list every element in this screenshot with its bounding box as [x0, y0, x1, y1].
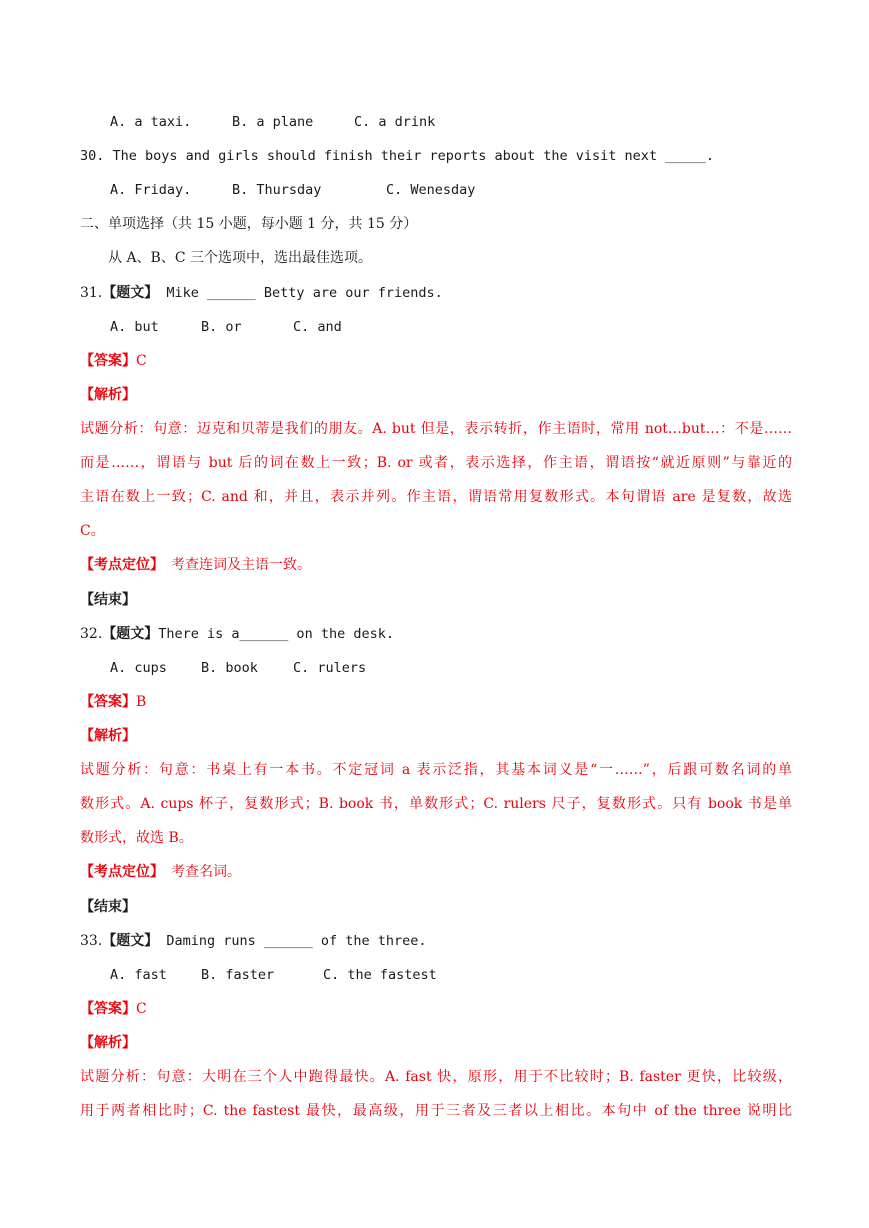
- q31-option-b: B. or: [201, 319, 242, 335]
- q31-number: 31.: [80, 285, 103, 301]
- q33-option-b: B. faster: [201, 967, 275, 983]
- q33-tag: 【题文】: [102, 933, 159, 949]
- q30-option-a: A. Friday.: [110, 182, 192, 198]
- q33-text: Daming runs ______ of the three.: [158, 933, 427, 949]
- q33-answer-value: C: [136, 1001, 147, 1017]
- q33-analysis-line-2: 用于两者相比时；C. the fastest 最快，最高级，用于三者及三者以上相比。本句中 of the three 说明比: [80, 1103, 792, 1119]
- q32-options: [110, 658, 822, 678]
- q30-option-b: B. Thursday: [232, 182, 322, 198]
- q31-answer: [80, 351, 792, 371]
- q32-end: 【结束】: [80, 899, 136, 915]
- q29-option-b: B. a plane: [232, 114, 314, 130]
- q31-question: [80, 283, 792, 303]
- q32-point: [80, 862, 792, 882]
- q30-options: [110, 180, 822, 200]
- q32-text: There is a______ on the desk.: [158, 626, 394, 642]
- q33-answer: [80, 999, 792, 1019]
- q33-answer-tag: 【答案】: [80, 1001, 136, 1017]
- q32-answer-value: B: [136, 694, 147, 710]
- section-heading: 二、单项选择（共 15 小题，每小题 1 分，共 15 分）: [80, 216, 418, 232]
- q31-analysis-line-4: C。: [80, 523, 105, 539]
- section-instruction: 从 A、B、C 三个选项中，选出最佳选项。: [108, 250, 373, 266]
- q32-answer-tag: 【答案】: [80, 694, 136, 710]
- q32-answer: [80, 692, 792, 712]
- q31-answer-tag: 【答案】: [80, 353, 136, 369]
- q33-option-c: C. the fastest: [323, 967, 437, 983]
- q33-options: [110, 965, 822, 985]
- q32-analysis-line-1: 试题分析：句意：书桌上有一本书。不定冠词 a 表示泛指，其基本词义是“一……”，后跟可数名词的单: [80, 762, 792, 778]
- q31-option-a: A. but: [110, 319, 159, 335]
- q33-number: 33.: [80, 933, 103, 949]
- q32-analysis-tag: 【解析】: [80, 728, 136, 744]
- q29-options: [110, 112, 822, 132]
- q32-point-tag: 【考点定位】: [80, 864, 164, 880]
- q31-analysis-line-2: 而是……，谓语与 but 后的词在数上一致；B. or 或者，表示选择，作主语，谓语按“就近原则”与靠近的: [80, 455, 792, 471]
- q31-point-text: 考查连词及主语一致。: [171, 557, 311, 573]
- q32-number: 32.: [80, 626, 103, 642]
- q33-question: [80, 931, 792, 951]
- q31-end: 【结束】: [80, 592, 136, 608]
- q31-analysis-line-3: 主语在数上一致；C. and 和，并且，表示并列。作主语，谓语常用复数形式。本句谓语 are 是复数，故选: [80, 489, 792, 505]
- q31-tag: 【题文】: [102, 285, 159, 301]
- q32-option-a: A. cups: [110, 660, 167, 676]
- q29-option-c: C. a drink: [354, 114, 436, 130]
- q32-analysis-line-2: 数形式。A. cups 杯子，复数形式；B. book 书，单数形式；C. rulers 尺子，复数形式。只有 book 书是单: [80, 796, 792, 812]
- q31-text: Mike ______ Betty are our friends.: [158, 285, 443, 301]
- q31-options: [110, 317, 822, 337]
- q33-analysis-tag: 【解析】: [80, 1035, 136, 1051]
- q31-option-c: C. and: [293, 319, 342, 335]
- q32-point-text: 考查名词。: [171, 864, 241, 880]
- q32-option-c: C. rulers: [293, 660, 367, 676]
- q32-option-b: B. book: [201, 660, 258, 676]
- q31-analysis-line-1: 试题分析：句意：迈克和贝蒂是我们的朋友。A. but 但是，表示转折，作主语时，常用 not…but…：不是……: [80, 421, 792, 437]
- q31-analysis-tag: 【解析】: [80, 387, 136, 403]
- q32-tag: 【题文】: [102, 626, 159, 642]
- q31-answer-value: C: [136, 353, 147, 369]
- q32-question: [80, 624, 792, 644]
- q33-option-a: A. fast: [110, 967, 167, 983]
- q33-analysis-line-1: 试题分析：句意：大明在三个人中跑得最快。A. fast 快，原形，用于不比较时；B. faster 更快，比较级，: [80, 1069, 792, 1085]
- q30-option-c: C. Wenesday: [386, 182, 476, 198]
- q29-option-a: A. a taxi.: [110, 114, 192, 130]
- q32-analysis-line-3: 数形式，故选 B。: [80, 830, 193, 846]
- q30-question: 30. The boys and girls should finish their reports about the visit next _____.: [80, 148, 714, 164]
- q31-point-tag: 【考点定位】: [80, 557, 164, 573]
- q31-point: [80, 555, 792, 575]
